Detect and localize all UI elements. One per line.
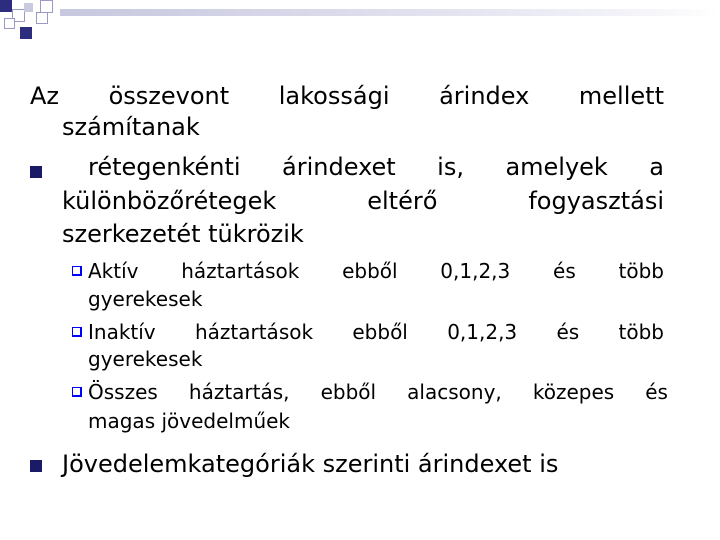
word: háztartás, (188, 380, 290, 404)
header-bar (60, 9, 720, 16)
main-bullet-icon (30, 460, 42, 472)
word: lakossági (278, 82, 390, 110)
sub-bullet-icon (72, 266, 82, 276)
word: Inaktív (88, 320, 156, 344)
sub-bullet-icon (72, 387, 82, 397)
bullet-1-line-2 (62, 187, 664, 215)
word: árindex (439, 82, 530, 110)
word: Az (30, 82, 60, 110)
header-square-icon (0, 0, 12, 12)
word: és (645, 380, 668, 404)
word: 0,1,2,3 (440, 259, 511, 283)
word: Összes (88, 380, 158, 404)
word: és (556, 320, 580, 344)
word: ebből (352, 320, 408, 344)
bullet-1-line-1 (88, 153, 664, 181)
word: ebből (320, 380, 377, 404)
bullet-2-line-1: Jövedelemkategóriák szerinti árindexet is (62, 450, 559, 478)
header-square-icon (24, 3, 33, 12)
header-square-icon (20, 27, 32, 39)
word: mellett (578, 82, 664, 110)
word: amelyek (505, 153, 608, 181)
word: a (649, 153, 664, 181)
word: fogyasztási (528, 187, 664, 215)
word: több (618, 320, 664, 344)
main-bullet-icon (30, 166, 42, 178)
sub-bullet-3-line-1 (88, 380, 668, 404)
bullet-1-line-3: szerkezetét tükrözik (62, 220, 304, 248)
text-line-2: számítanak (62, 113, 200, 141)
header-square-icon (36, 12, 48, 24)
word: rétegenkénti (88, 153, 241, 181)
word: Aktív (88, 259, 139, 283)
word: eltérő (367, 187, 438, 215)
word: 0,1,2,3 (447, 320, 518, 344)
word: ebből (342, 259, 398, 283)
word: és (553, 259, 576, 283)
sub-bullet-icon (72, 327, 82, 337)
word: alacsony, (407, 380, 502, 404)
word: összevont (108, 82, 230, 110)
word: háztartások (194, 320, 314, 344)
sub-bullet-1-line-2: gyerekesek (88, 287, 203, 311)
word: háztartások (181, 259, 300, 283)
header-square-icon (40, 0, 53, 13)
sub-bullet-2-line-2: gyerekesek (88, 347, 203, 371)
sub-bullet-2-line-1 (88, 320, 664, 344)
text-line-1 (30, 82, 664, 110)
header-square-icon (4, 18, 15, 29)
sub-bullet-1-line-1 (88, 259, 664, 283)
word: közepes (532, 380, 615, 404)
word: is, (437, 153, 464, 181)
word: több (618, 259, 664, 283)
sub-bullet-3-line-2: magas jövedelműek (88, 409, 291, 433)
word: árindexet (282, 153, 396, 181)
word: különbözőrétegek (62, 187, 277, 215)
